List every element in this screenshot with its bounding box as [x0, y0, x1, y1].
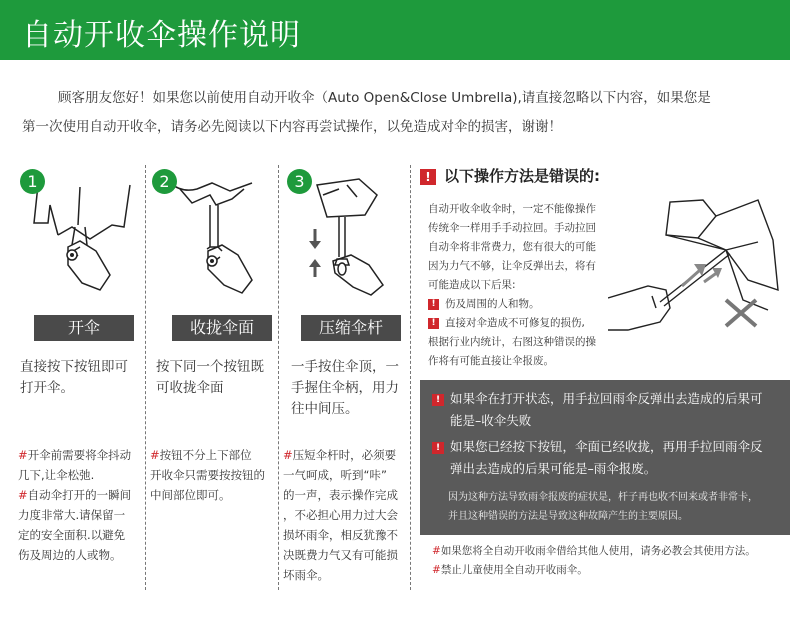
scrap-symptom-note: 因为这种方法导致雨伞报废的症状是，杆子再也收不回来或者非常卡， 并且这种错误的方法是导致这种故障产生的主要原因。 — [448, 492, 758, 522]
warning-icon: ! — [428, 299, 439, 310]
warning-consequences-box — [420, 380, 790, 535]
step-3-number: 3 — [287, 169, 312, 194]
step-2-tips: #按钮不分上下部位 开收伞只需要按按钮的 中间部位即可。 — [150, 448, 265, 502]
hash-marker: # — [18, 488, 28, 502]
step-1-tips: #开伞前需要将伞抖动 几下,让伞松弛. #自动伞打开的一瞬间 力度非常大.请保留一 定的安全面积.以避免 伤及周边的人或物。 — [18, 448, 132, 562]
intro-line-2: 第一次使用自动开收伞，请务必先阅读以下内容再尝试操作，以免造成对伞的损害，谢谢！ — [22, 119, 562, 135]
intro-line-1: 顾客朋友您好！如果您以前使用自动开收伞（Auto Open&Close Umbrella),请直接忽略以下内容，如果您是 — [58, 90, 711, 106]
step-2-number: 2 — [152, 169, 177, 194]
cross-icon — [726, 300, 756, 326]
column-divider — [145, 165, 146, 590]
step-3-description: 一手按住伞顶，一 手握住伞柄，用力 往中间压。 — [291, 359, 399, 417]
step-1-label: 开伞 — [34, 315, 134, 341]
column-divider — [410, 165, 411, 590]
hash-marker: # — [18, 448, 28, 462]
wrong-method-title: ! 以下操作方法是错误的: — [420, 165, 600, 186]
step-3 — [283, 165, 407, 590]
hash-marker: # — [432, 545, 441, 557]
hash-marker: # — [283, 448, 293, 462]
warning-icon: ! — [432, 442, 444, 454]
column-divider — [278, 165, 279, 590]
consequence-item: ! 直接对伞造成不可修复的损伤, — [428, 314, 608, 333]
intro-paragraph — [22, 84, 772, 142]
bottom-notes: #如果您将全自动开收雨伞借给其他人使用，请务必教会其使用方法。 #禁止儿童使用全自动开收雨伞。 — [432, 545, 756, 576]
page-header — [0, 0, 790, 60]
wrong-method-illustration — [608, 190, 780, 340]
hash-marker: # — [432, 564, 441, 576]
page-title: 自动开收伞操作说明 — [22, 18, 301, 53]
consequence-umbrella-scrap: ! 如果您已经按下按钮，伞面已经收拢，再用手拉回雨伞反 弹出去造成的后果可能是–雨伞报废。 — [432, 436, 780, 480]
step-2-label: 收拢伞面 — [172, 315, 272, 341]
warning-icon: ! — [432, 394, 444, 406]
consequence-item: ! 伤及周围的人和物。 — [428, 295, 608, 314]
step-1-description: 直接按下按钮即可 打开伞。 — [20, 359, 128, 396]
step-2 — [152, 165, 272, 590]
step-3-tips: #压短伞杆时，必须要 一气呵成，听到“咔” 的一声，表示操作完成 ，不必担心用力过大会 损坏雨伞，相反犹豫不 决既费力气又有可能损 坏雨伞。 — [283, 448, 398, 582]
consequence-collapse-fail: ! 如果伞在打开状态，用手拉回雨伞反弹出去造成的后果可 能是–收伞失败 — [432, 388, 780, 432]
hash-marker: # — [150, 448, 160, 462]
step-1 — [20, 165, 140, 590]
step-3-label: 压缩伞杆 — [301, 315, 401, 341]
warning-icon: ! — [428, 318, 439, 329]
warning-icon: ! — [420, 169, 436, 185]
step-1-number: 1 — [20, 169, 45, 194]
step-2-description: 按下同一个按钮既 可收拢伞面 — [156, 359, 264, 396]
wrong-method-text: 自动开收伞收伞时，一定不能像操作 传统伞一样用手手动拉回。手动拉回 自动伞将非常费力，您有很大的可能 因为力气不够，让伞反弹出去，将有 可能造成以下后果: ! 伤及周围的人和物。 ! 直接对伞造成不可修复的损伤, 根据行业内统计，右图这种错误的操 作将有可能直接让伞报废。 — [428, 200, 608, 371]
